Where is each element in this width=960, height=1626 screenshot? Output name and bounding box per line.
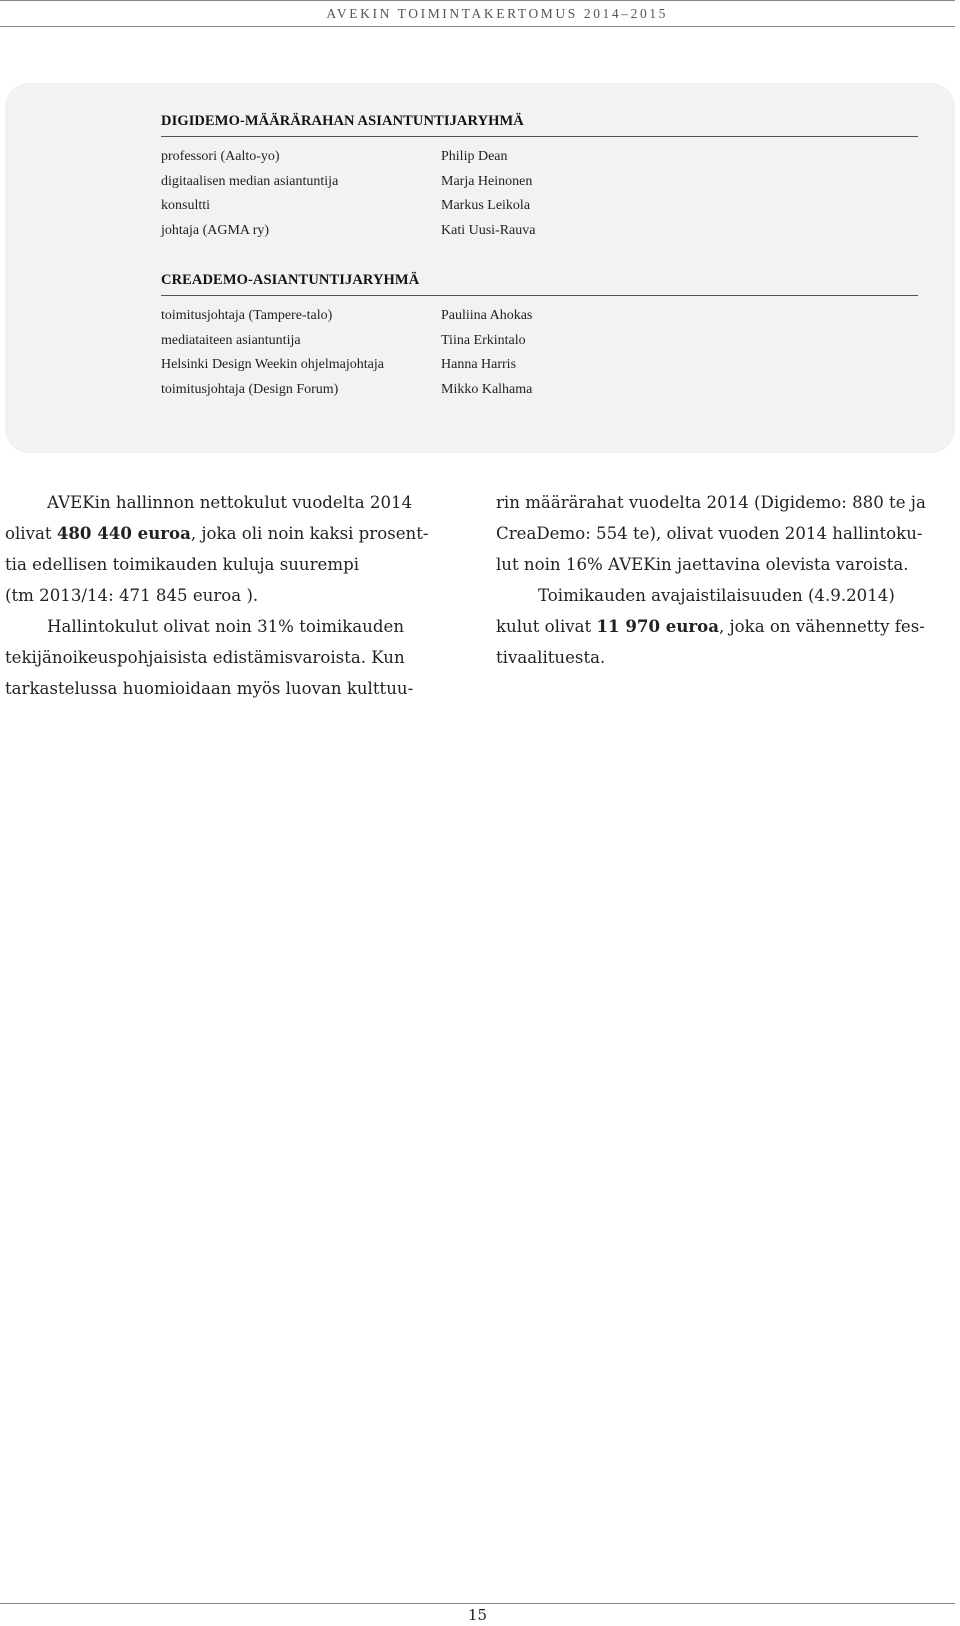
body-text: kulut olivat xyxy=(496,617,597,636)
creademo-member-list xyxy=(161,296,918,406)
body-line xyxy=(5,518,445,549)
body-line: tekijänoikeuspohjaisista edistämisvaroista. Kun xyxy=(5,648,405,667)
running-header: AVEKIN TOIMINTAKERTOMUS 2014–2015 xyxy=(326,6,668,21)
net-cost-amount: 480 440 euroa xyxy=(56,523,191,543)
body-line: CreaDemo: 554 te), olivat vuoden 2014 hallintoku- xyxy=(496,524,923,543)
member-row xyxy=(161,382,918,407)
digidemo-expert-group xyxy=(161,113,918,247)
member-role: professori (Aalto-yo) xyxy=(161,149,280,164)
body-text-left-column xyxy=(5,487,445,704)
member-row xyxy=(161,198,918,223)
member-role: konsultti xyxy=(161,198,211,213)
digidemo-group-title: DIGIDEMO-MÄÄRÄRAHAN ASIANTUNTIJARYHMÄ xyxy=(161,113,918,137)
body-line xyxy=(496,611,946,642)
member-role: Helsinki Design Weekin ohjelmajohtaja xyxy=(161,357,384,372)
body-text: , joka oli noin kaksi prosent- xyxy=(190,524,429,543)
digidemo-member-list xyxy=(161,137,918,247)
member-role: mediataiteen asiantuntija xyxy=(161,332,301,348)
member-role: toimitusjohtaja (Tampere-talo) xyxy=(161,308,333,323)
member-name: Tiina Erkintalo xyxy=(441,332,526,348)
body-line: tarkastelussa huomioidaan myös luovan kulttuu- xyxy=(5,679,414,698)
body-line: (tm 2013/14: 471 845 euroa ). xyxy=(5,586,259,605)
body-line: AVEKin hallinnon nettokulut vuodelta 2014 xyxy=(47,493,413,512)
body-text-right-column xyxy=(496,487,946,673)
opening-cost-amount: 11 970 euroa xyxy=(596,616,719,636)
footer-rule xyxy=(0,1603,955,1604)
member-name: Philip Dean xyxy=(441,149,508,164)
member-row xyxy=(161,174,918,199)
member-name: Mikko Kalhama xyxy=(441,381,533,397)
body-line: tia edellisen toimikauden kuluja suurempi xyxy=(5,555,360,574)
body-text: olivat xyxy=(5,524,57,543)
member-name: Pauliina Ahokas xyxy=(441,308,533,323)
member-row xyxy=(161,223,918,248)
member-role: johtaja (AGMA ry) xyxy=(161,222,270,238)
member-row xyxy=(161,149,918,174)
creademo-group-title: CREADEMO-ASIANTUNTIJARYHMÄ xyxy=(161,272,918,296)
body-line: Toimikauden avajaistilaisuuden (4.9.2014) xyxy=(538,586,895,605)
creademo-expert-group xyxy=(161,272,918,406)
body-text: , joka on vähennetty fes- xyxy=(718,617,925,636)
member-role: toimitusjohtaja (Design Forum) xyxy=(161,381,339,397)
member-name: Markus Leikola xyxy=(441,198,531,213)
header-bottom-rule xyxy=(0,26,955,27)
member-name: Kati Uusi-Rauva xyxy=(441,222,536,238)
body-line: rin määrärahat vuodelta 2014 (Digidemo: 880 te ja xyxy=(496,493,926,512)
member-row xyxy=(161,308,918,333)
member-name: Marja Heinonen xyxy=(441,173,533,189)
body-line: tivaalituesta. xyxy=(496,648,606,667)
member-row xyxy=(161,357,918,382)
member-role: digitaalisen median asiantuntija xyxy=(161,173,339,189)
member-name: Hanna Harris xyxy=(441,357,517,372)
page-number: 15 xyxy=(467,1606,488,1624)
header-top-rule xyxy=(0,0,955,1)
member-row xyxy=(161,333,918,358)
body-line: lut noin 16% AVEKin jaettavina olevista varoista. xyxy=(496,555,909,574)
body-line: Hallintokulut olivat noin 31% toimikauden xyxy=(47,617,405,636)
